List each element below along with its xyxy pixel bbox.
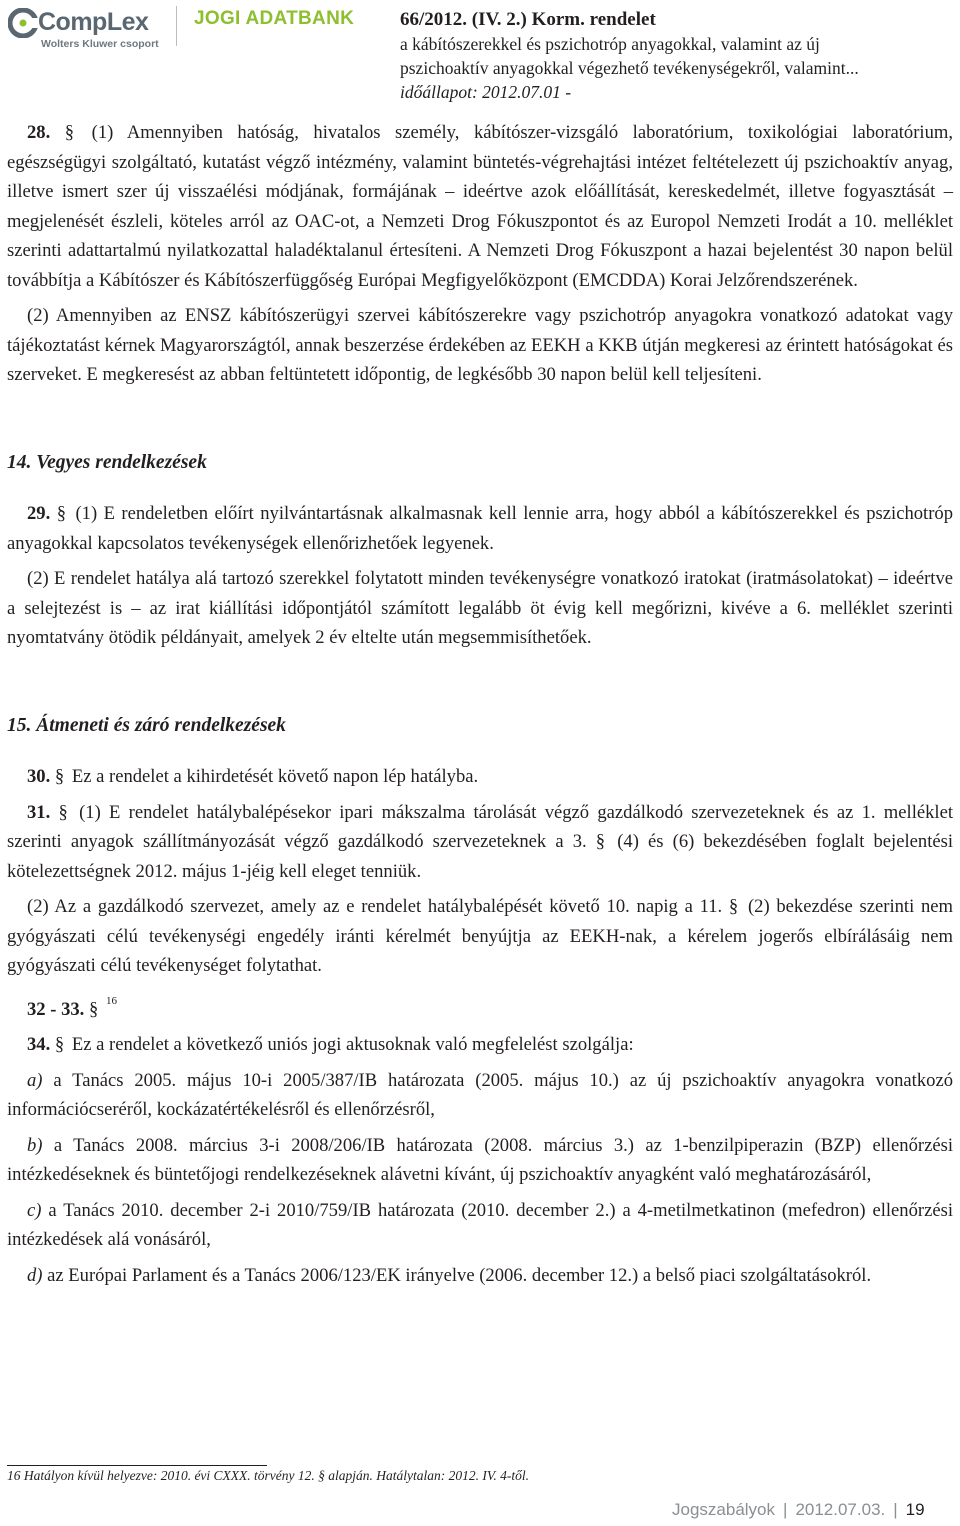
footer-source: Jogszabályok [672, 1500, 776, 1519]
paragraph-text: a Tanács 2005. május 10-i 2005/387/IB határozata (2005. május 10.) az új pszichoaktív anyagokra vonatkozó információcseréről, kockázatértékelésről és ellenőrzésről, [7, 1069, 953, 1120]
point-label: a) [27, 1069, 43, 1091]
footnote-reference[interactable]: 16 [105, 994, 117, 1007]
paragraph-text: (1) Amennyiben hatóság, hivatalos személy, kábítószer-vizsgáló laboratórium, toxikológiai laboratórium, egészségügyi szolgáltató, kutatást végző intézmény, valamint büntetés-végrehajtási intézet feltételezett új pszichoaktív anyag, illetve ismert szer új visszaélési módjának, formájának – ideértve azok előállítását, kereskedelmét, illetve fogyasztását – megjelenését észleli, köteles arról az OAC-ot, a Nemzeti Drog Fókuszpontot és az Europol Nemzeti Irodát a 10. melléklet szerinti adattartalmú nyilatkozattal haladéktalanul értesíteni. A Nemzeti Drog Fókuszpont a hazai bejelentést 30 napon belül továbbítja a Kábítószer és Kábítószerfüggőség Európai Megfigyelőközpont (EMCDDA) Korai Jelzőrendszerének. [7, 122, 953, 291]
footer-date: 2012.07.03. [795, 1500, 886, 1519]
document-state: időállapot: 2012.07.01 - [400, 82, 572, 102]
footnote-16: 16 Hatályon kívül helyezve: 2010. évi CXXX. törvény 12. § alapján. Hatálytalan: 2012. IV. 4-től. [7, 1468, 530, 1483]
section-34-point-d [7, 1261, 953, 1291]
paragraph-symbol: § [728, 896, 739, 917]
paragraph-symbol: § [64, 122, 75, 143]
paragraph-symbol: § [54, 766, 65, 787]
page-number: 19 [905, 1500, 925, 1519]
document-header-info [400, 8, 940, 104]
paragraph-symbol: § [58, 801, 68, 823]
section-34-point-b [7, 1131, 953, 1190]
section-title-14: 14. Vegyes rendelkezések [7, 451, 207, 473]
section-number: 29. [27, 503, 51, 524]
paragraph-text: a Tanács 2008. március 3-i 2008/206/IB határozata (2008. március 3.) az 1-benzilpiperazin (BZP) ellenőrzési intézkedéseknek és büntetőjogi rendelkezéseknek alávetni kívánt, új pszichoaktív anyagként való meghatározásáról, [7, 1134, 953, 1185]
section-34 [7, 1030, 953, 1060]
page-footer [672, 1500, 925, 1520]
section-number: 28. [27, 122, 51, 143]
section-number: 32 - 33. [27, 998, 85, 1020]
section-29-paragraph-1 [7, 499, 953, 558]
document-body [7, 118, 953, 1296]
complex-logo-subtitle: Wolters Kluwer csoport [41, 38, 159, 50]
paragraph-text: Ez a rendelet a következő uniós jogi aktusoknak való megfelelést szolgálja: [71, 1034, 634, 1055]
paragraph-text: a Tanács 2010. december 2-i 2010/759/IB határozata (2010. december 2.) a 4-metilmetkatinon (mefedron) ellenőrzési intézkedések alá vonásáról, [7, 1199, 953, 1250]
point-label: d) [27, 1264, 43, 1286]
footer-separator: | [893, 1500, 898, 1519]
paragraph-text: az Európai Parlament és a Tanács 2006/123/EK irányelve (2006. december 12.) a belső piaci szolgáltatásokról. [47, 1264, 872, 1286]
paragraph-text: (1) E rendeletben előírt nyilvántartásnak alkalmasnak kell lennie arra, hogy abból a kábítószerekkel és pszichotróp anyagokkal kapcsolatos tevékenységek ellenőrizhetőek legyenek. [7, 503, 953, 554]
point-label: b) [27, 1134, 43, 1156]
paragraph-text: (2) Az a gazdálkodó szervezet, amely az e rendelet hatálybalépését követő 10. napig a 11. [27, 896, 723, 917]
page-header [0, 0, 960, 100]
section-number: 31. [27, 801, 51, 823]
document-title-line-2: pszichoaktív anyagokkal végezhető tevékenységekről, valamint... [400, 58, 859, 78]
paragraph-symbol: § [595, 831, 606, 852]
paragraph-text: (1) E rendelet hatálybalépésekor ipari mákszalma tárolását végző gazdálkodó szervezeteknek és az 1. melléklet szerinti anyagok szállítmányozását végző gazdálkodó szervezeteknek a 3. [7, 801, 953, 852]
point-label: c) [27, 1199, 42, 1221]
section-31-paragraph-2 [7, 892, 953, 981]
logo-divider [176, 6, 177, 46]
paragraph-text: Ez a rendelet a kihirdetését követő napon lép hatályba. [71, 766, 479, 787]
paragraph-symbol: § [54, 1034, 65, 1055]
paragraph-symbol: § [88, 998, 99, 1020]
document-number: 66/2012. (IV. 2.) Korm. rendelet [400, 9, 656, 30]
jogi-adatbank-logo: JOGI ADATBANK [194, 8, 355, 29]
paragraph-text: (2) bekezdése szerinti nem gyógyászati célú tevékenységi engedély iránti kérelmét benyújtja az EEKH-nak, a kérelem jogerős elbírálásáig nem gyógyászati célú tevékenységet folytathat. [7, 896, 953, 976]
paragraph-text: (4) és (6) bekezdésében foglalt bejelentési kötelezettségnek 2012. május 1-jéig kell eleget tenniük. [7, 831, 954, 882]
section-31-paragraph-1 [7, 798, 953, 887]
paragraph-symbol: § [56, 503, 66, 524]
section-28-paragraph-2: (2) Amennyiben az ENSZ kábítószerügyi szervei kábítószerekre vagy pszichotróp anyagokra vonatkozó adatokat vagy tájékoztatást kérnek Magyarországtól, annak beszerzése érdekében az EEKH a KKB útján megkeresi az érintett hatóságokat és szerveket. E megkeresést az abban feltüntetett időpontig, de legkésőbb 30 napon belül kell teljesíteni. [7, 305, 953, 385]
section-32-33 [7, 987, 953, 1025]
section-number: 30. [27, 766, 51, 787]
section-number: 34. [27, 1034, 51, 1055]
section-30 [7, 762, 953, 792]
complex-logo [8, 6, 178, 50]
complex-logo-wordmark: CompLex [38, 8, 149, 36]
footer-separator: | [783, 1500, 788, 1519]
section-34-point-a [7, 1066, 953, 1125]
document-title-line-1: a kábítószerekkel és pszichotróp anyagokkal, valamint az új [400, 34, 820, 54]
section-title-15: 15. Átmeneti és záró rendelkezések [7, 714, 286, 736]
complex-logo-icon [8, 8, 38, 38]
section-28-paragraph-1 [7, 118, 953, 295]
section-34-point-c [7, 1196, 953, 1255]
section-29-paragraph-2: (2) E rendelet hatálya alá tartozó szerekkel folytatott minden tevékenységre vonatkozó iratokat (iratmásolatokat) – ideértve a selejtezést is – az irat kiállítási időpontjától számított legalább öt évig kell megőrizni, kivéve a 6. melléklet szerinti nyomtatvány ötödik példányait, amelyek 2 év eltelte után megsemmisíthetőek. [7, 568, 953, 648]
footnote-divider [7, 1465, 267, 1466]
